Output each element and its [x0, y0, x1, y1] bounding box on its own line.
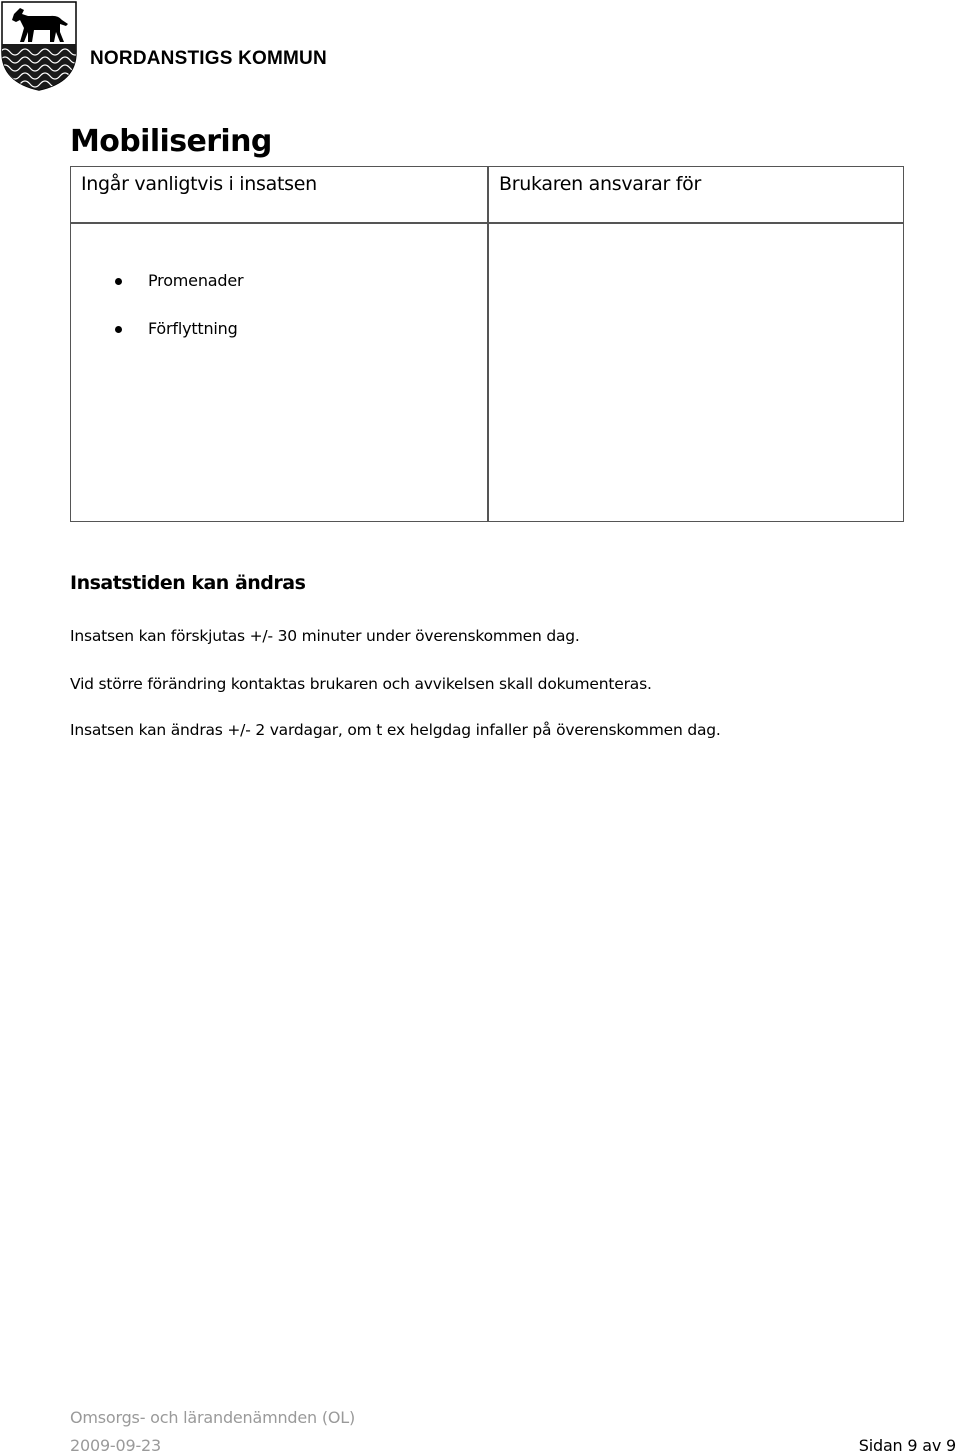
responsibility-table	[70, 166, 904, 522]
paragraph: Insatsen kan ändras +/- 2 vardagar, om t ex helgdag infaller på överenskommen dag.	[70, 721, 721, 739]
table-header-included: Ingår vanligtvis i insatsen	[81, 173, 317, 195]
paragraph: Insatsen kan förskjutas +/- 30 minuter under överenskommen dag.	[70, 627, 580, 645]
table-header-user-responsible: Brukaren ansvarar för	[499, 173, 701, 195]
bullet-icon	[115, 278, 122, 285]
included-items-list	[115, 271, 243, 367]
list-item	[115, 271, 243, 319]
paragraph: Vid större förändring kontaktas brukaren och avvikelsen skall dokumenteras.	[70, 675, 652, 693]
footer-date: 2009-09-23	[70, 1436, 161, 1455]
footer-page-number: Sidan 9 av 9	[858, 1436, 956, 1455]
list-item	[115, 319, 243, 367]
section-heading: Insatstiden kan ändras	[70, 572, 306, 594]
table-header-divider	[71, 222, 903, 224]
bullet-icon	[115, 326, 122, 333]
table-column-divider	[487, 167, 489, 521]
list-item-text: Förflyttning	[148, 319, 238, 338]
organization-name: NORDANSTIGS KOMMUN	[90, 48, 327, 69]
footer-committee: Omsorgs- och lärandenämnden (OL)	[70, 1408, 356, 1427]
list-item-text: Promenader	[148, 271, 244, 290]
page-title: Mobilisering	[70, 124, 272, 159]
horse-coat-of-arms-icon	[0, 0, 78, 92]
